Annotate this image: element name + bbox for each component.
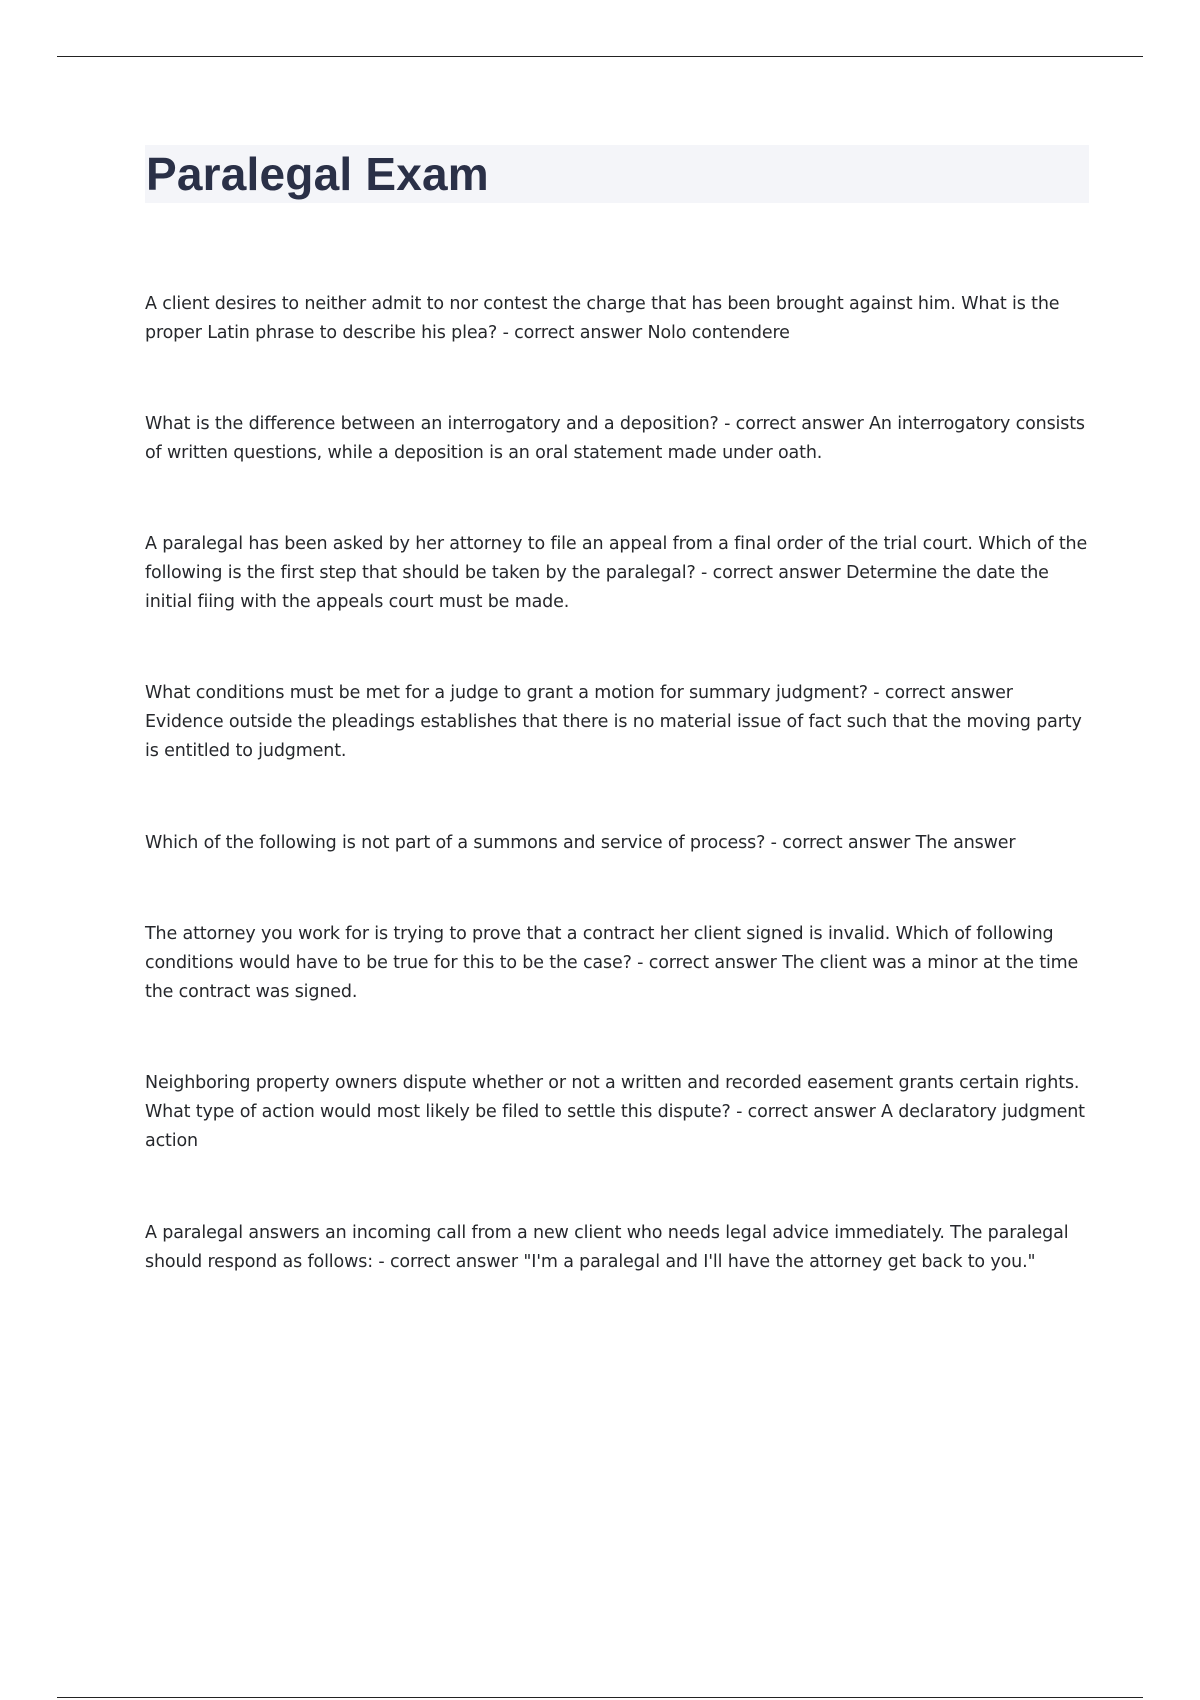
qa-item [145,290,1095,348]
answer-text: The answer [915,833,1016,853]
question-text: Which of the following is not part of a summons and service of process? [145,833,766,853]
question-text: A client desires to neither admit to nor contest the charge that has been brought against him. What is the proper Latin phrase to describe his plea? [145,294,1060,343]
separator: - [695,563,713,583]
bottom-rule [57,1697,1143,1698]
qa-item [145,920,1095,1007]
top-rule [57,56,1143,57]
question-text: The attorney you work for is trying to prove that a contract her client signed is invalid. Which of following conditions would have to be true for this to be the case? [145,924,1054,973]
answer-text: Evidence outside the pleadings establishes that there is no material issue of fact such that the moving party is entitled to judgment. [145,712,1082,761]
qa-item [145,410,1095,468]
qa-item [145,1219,1095,1277]
answer-prefix: correct answer [735,414,870,434]
separator: - [372,1252,390,1272]
answer-prefix: correct answer [782,833,916,853]
separator: - [718,414,736,434]
answer-text: An interrogatory consists of written questions, while a deposition is an oral statement made under oath. [145,414,1085,463]
page-title: Paralegal Exam [146,148,489,200]
question-text: A paralegal has been asked by her attorney to file an appeal from a final order of the trial court. Which of the following is the first step that should be taken by the paralegal? [145,534,1088,583]
answer-prefix: correct answer [389,1252,524,1272]
answer-text: The client was a minor at the time the contract was signed. [145,953,1079,1002]
separator: - [631,953,649,973]
answer-prefix: correct answer [712,563,846,583]
separator: - [867,683,885,703]
answer-prefix: correct answer [884,683,1013,703]
separator: - [765,833,783,853]
answer-text: A declaratory judgment action [145,1102,1085,1151]
question-text: Neighboring property owners dispute whether or not a written and recorded easement grants certain rights. What type of action would most likely be filed to settle this dispute? [145,1073,1080,1122]
answer-text: Determine the date the initial fiing with the appeals court must be made. [145,563,1049,612]
separator: - [497,323,515,343]
answer-prefix: correct answer [648,953,783,973]
question-text: What conditions must be met for a judge to grant a motion for summary judgment? [145,683,868,703]
qa-item [145,1069,1095,1156]
answer-text: Nolo contendere [647,323,790,343]
qa-item [145,530,1095,617]
separator: - [730,1102,748,1122]
answer-prefix: correct answer [514,323,648,343]
answer-prefix: correct answer [747,1102,882,1122]
question-text: What is the difference between an interrogatory and a deposition? [145,414,719,434]
question-text: A paralegal answers an incoming call from a new client who needs legal advice immediately. The paralegal should respond as follows: [145,1223,1069,1272]
qa-item [145,829,1095,858]
answer-text: "I'm a paralegal and I'll have the attorney get back to you." [523,1252,1036,1272]
qa-item [145,679,1095,766]
